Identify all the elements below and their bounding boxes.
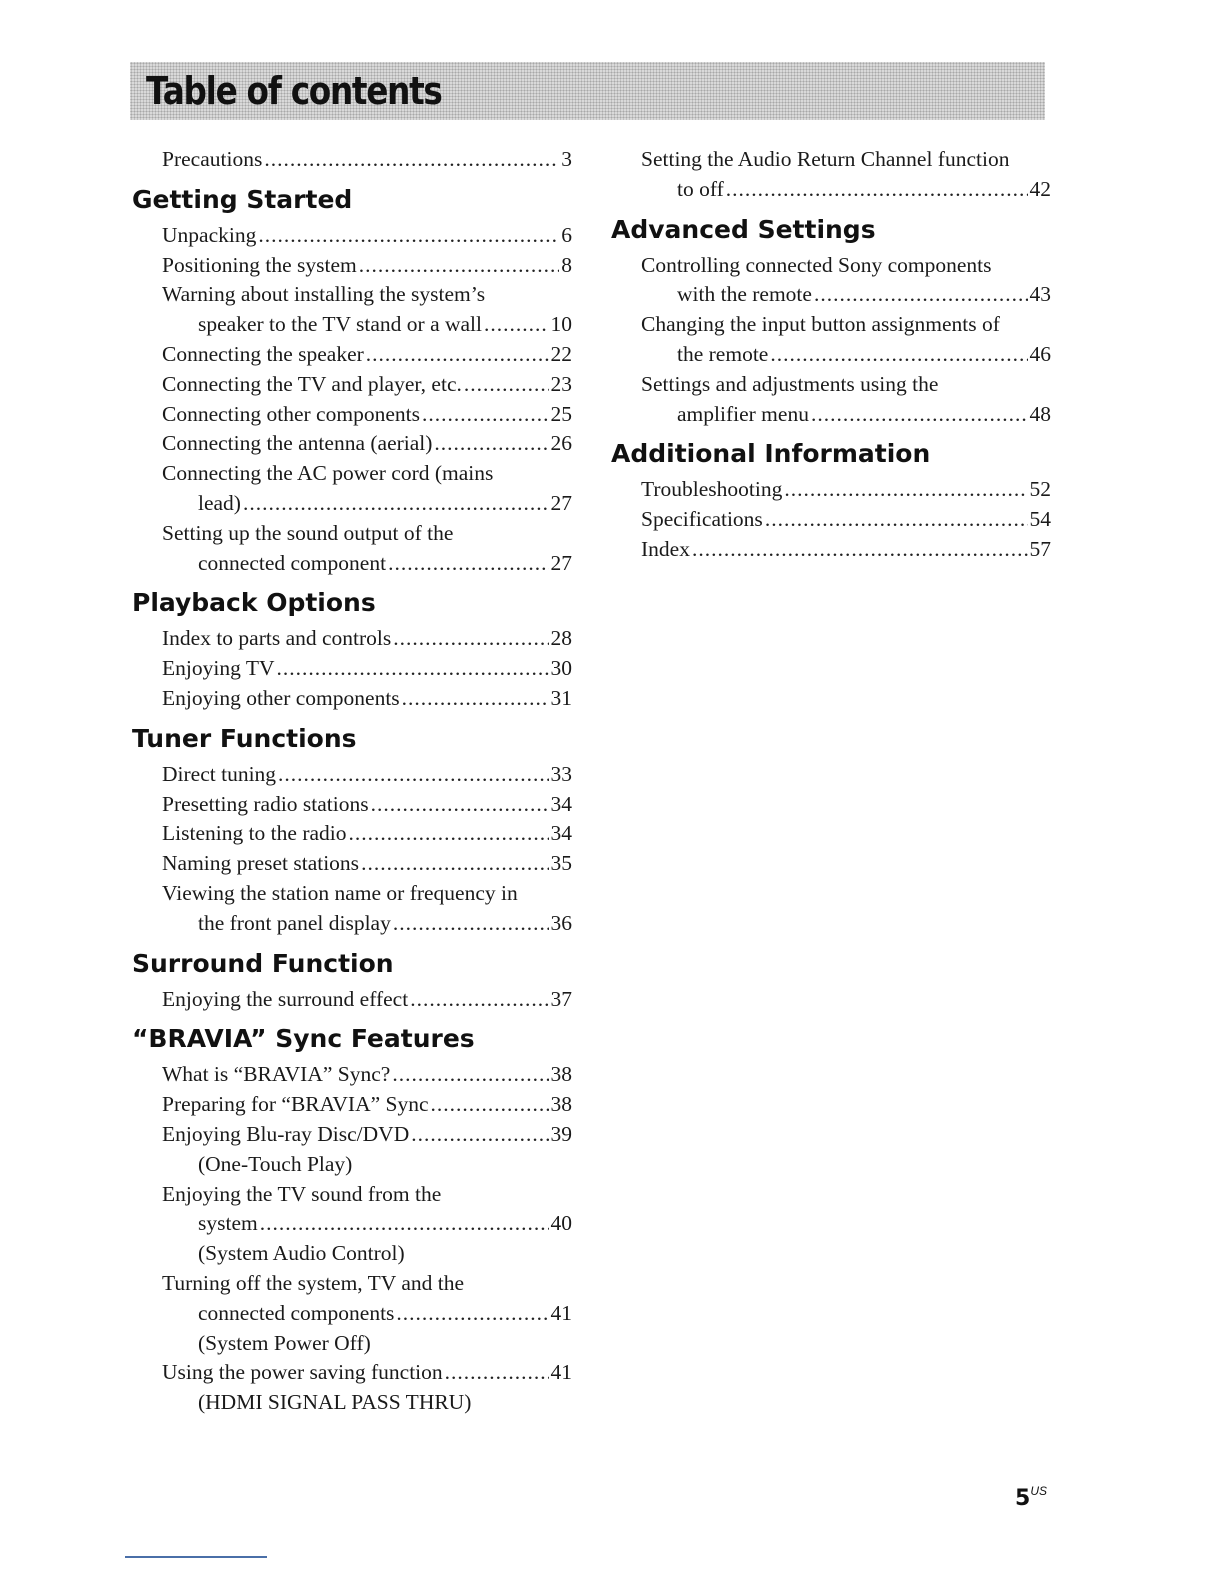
toc-entry-line [162,221,572,251]
toc-entry-line [162,459,572,489]
toc-entry-text: Viewing the station name or frequency in [162,880,518,905]
toc-entry-text: Enjoying TV [162,656,275,681]
toc-entry-line [162,1060,572,1090]
toc-entry-line [162,519,572,549]
toc-entry-line [162,624,572,654]
toc-entry-line [162,370,572,400]
dot-leader [692,535,1028,565]
toc-entry[interactable] [132,819,572,849]
toc-entry-text: connected components [198,1300,395,1325]
dot-leader [393,624,548,654]
toc-page-number: 30 [550,656,572,681]
toc-entry[interactable] [132,790,572,820]
toc-entry-line [162,310,572,340]
toc-entry[interactable] [132,1120,572,1180]
toc-page-number: 37 [550,986,572,1011]
dot-leader [464,370,549,400]
dot-leader [349,819,549,849]
toc-page-number: 57 [1029,536,1051,561]
toc-entry[interactable] [132,849,572,879]
page-number-suffix: US [1030,1484,1047,1498]
toc-page-number: 10 [550,312,572,337]
toc-entry[interactable] [132,760,572,790]
toc-entry-text: Settings and adjustments using the [641,371,939,396]
toc-section [132,947,572,1015]
toc-entry-text: Unpacking [162,222,257,247]
dot-leader [811,400,1028,430]
toc-entry[interactable] [132,684,572,714]
toc-entry-subtitle: (System Audio Control) [198,1241,405,1266]
toc-page-number: 41 [550,1300,572,1325]
toc-entry-line [162,819,572,849]
dot-leader [276,654,548,684]
section-heading: Additional Information [611,439,931,469]
toc-entry-text: the remote [677,341,769,366]
toc-page-number: 34 [550,791,572,816]
toc-entry-text: Enjoying other components [162,685,400,710]
dot-leader [434,429,548,459]
toc-entry[interactable] [132,624,572,654]
toc-page-number: 6 [561,222,572,247]
toc-entry[interactable] [132,654,572,684]
toc-page-number: 28 [550,626,572,651]
toc-entry-line [162,1269,572,1299]
toc-entry-line [641,340,1051,370]
dot-leader [361,849,548,879]
dot-leader [726,175,1028,205]
toc-entry-line [162,145,572,175]
dot-leader [445,1358,549,1388]
toc-page-number: 31 [550,685,572,710]
toc-entry-subtitle: (One-Touch Play) [198,1151,353,1176]
toc-entry[interactable] [132,280,572,340]
toc-entry[interactable] [611,251,1051,311]
toc-page-number: 26 [550,431,572,456]
toc-page-number: 46 [1029,341,1051,366]
toc-entry-text: to off [677,176,724,201]
toc-entry-line [162,489,572,519]
dot-leader [278,760,548,790]
toc-entry-text: Connecting the antenna (aerial) [162,431,433,456]
dot-leader [260,1209,549,1239]
toc-entry-text: speaker to the TV stand or a wall [198,312,483,337]
toc-entry-line [641,505,1051,535]
toc-entry-text: Troubleshooting [641,477,783,502]
toc-entry-line [162,340,572,370]
toc-entry-text: Precautions [162,147,263,171]
toc-entry[interactable] [611,505,1051,535]
dot-leader [784,475,1027,505]
toc-entry[interactable] [132,370,572,400]
toc-page-number: 25 [550,401,572,426]
toc-entry-line [162,985,572,1015]
toc-entry-text: system [198,1211,258,1236]
toc-page-number: 33 [550,761,572,786]
toc-entry-text: Using the power saving function [162,1360,443,1385]
section-heading: Surround Function [132,948,394,978]
toc-entry-line [162,849,572,879]
toc-entry-line [162,1180,572,1210]
section-heading: Advanced Settings [611,214,876,244]
toc-page-number: 40 [550,1211,572,1236]
toc-page-number: 34 [550,821,572,846]
toc-entry-text: Changing the input button assignments of [641,312,1000,337]
dot-leader [243,489,549,519]
toc-entry-text: Connecting the speaker [162,341,364,366]
toc-page-number: 8 [561,252,572,277]
toc-entry-text: Enjoying the surround effect [162,986,409,1011]
toc-entry-line [162,654,572,684]
footer-rule [125,1556,267,1558]
dot-leader [388,549,548,579]
toc-section [611,437,1051,564]
toc-entry-text: Positioning the system [162,252,357,277]
toc-entry[interactable] [611,535,1051,565]
section-heading: Tuner Functions [132,723,357,753]
toc-entry-text: lead) [198,490,241,515]
toc-entry-text: Preparing for “BRAVIA” Sync [162,1092,429,1117]
toc-entry-line [641,370,1051,400]
toc-entry[interactable] [132,1269,572,1358]
dot-leader [371,790,549,820]
toc-page-number: 22 [550,341,572,366]
toc-entry-line [162,251,572,281]
toc-entry-text: Listening to the radio [162,821,347,846]
toc-entry-text: Controlling connected Sony components [641,252,992,277]
toc-entry-text: Enjoying the TV sound from the [162,1181,442,1206]
dot-leader [366,340,549,370]
toc-entry-line [641,310,1051,340]
section-heading: Getting Started [132,184,353,214]
toc-page-number: 3 [561,147,572,171]
dot-leader [431,1090,549,1120]
dot-leader [770,340,1027,370]
toc-page-number: 43 [1029,282,1051,307]
dot-leader [410,985,548,1015]
toc-entry[interactable] [132,251,572,281]
toc-entry-line [162,760,572,790]
toc-entry-line [162,1090,572,1120]
toc-entry[interactable] [132,1090,572,1120]
section-heading: Playback Options [132,588,376,618]
toc-entry-line [162,790,572,820]
toc-entry-text: Index [641,536,690,561]
toc-entry[interactable] [132,519,572,579]
toc-section [132,586,572,713]
dot-leader [411,1120,548,1150]
page-title: Table of contents [146,69,442,113]
toc-page-number: 27 [550,490,572,515]
toc-page-number: 27 [550,550,572,575]
page-number: $5^{US}$ [1015,1484,1047,1511]
toc-page-number: 54 [1029,507,1051,532]
toc-entry-text: Connecting the TV and player, etc. [162,371,462,396]
toc-entry-text: the front panel display [198,910,391,935]
toc-entry-text: Connecting the AC power cord (mains [162,461,494,486]
toc-entry[interactable] [611,145,1051,205]
dot-leader [359,251,560,281]
toc-entry[interactable] [611,310,1051,370]
toc-entry-text: Presetting radio stations [162,791,369,816]
toc-entry-line [162,400,572,430]
toc-entry-line [641,475,1051,505]
toc-page-number: 48 [1029,401,1051,426]
toc-entry-line [162,429,572,459]
toc-entry[interactable] [611,475,1051,505]
toc-entry[interactable] [132,985,572,1015]
toc-entry-text: connected component [198,550,387,575]
header-bar [130,62,1045,120]
toc-entry-line [641,280,1051,310]
toc-entry-subtitle: (HDMI SIGNAL PASS THRU) [198,1390,472,1415]
toc-entry-subtitle: (System Power Off) [198,1330,371,1355]
dot-leader [765,505,1028,535]
toc-entry[interactable] [132,145,572,175]
toc-page-number: 35 [550,851,572,876]
toc-entry-line [162,684,572,714]
dot-leader [392,1060,548,1090]
toc-section [132,1022,572,1418]
toc-entry-text: Setting the Audio Return Channel function [641,147,1010,171]
toc-entry-line [641,535,1051,565]
toc-entry-text: Connecting other components [162,401,420,426]
toc-entry-line [162,1358,572,1388]
toc-entry-line [162,909,572,939]
toc-entry[interactable] [132,1060,572,1090]
dot-leader [814,280,1028,310]
toc-page-number: 52 [1029,477,1051,502]
toc-entry-line [641,175,1051,205]
toc-entry-line [162,1299,572,1329]
toc-entry-text: Enjoying Blu-ray Disc/DVD [162,1121,410,1146]
dot-leader [264,145,559,175]
toc-entry-text: Turning off the system, TV and the [162,1270,464,1295]
toc-entry-text: Direct tuning [162,761,277,786]
toc-entry[interactable] [132,879,572,939]
toc-page-number: 42 [1029,176,1051,201]
toc-section [132,722,572,939]
toc-page-number: 38 [550,1062,572,1087]
toc-left-column [132,145,572,1418]
toc-entry-text: Index to parts and controls [162,626,392,651]
toc-entry[interactable] [132,400,572,430]
toc-page-number: 41 [550,1360,572,1385]
toc-entry-text: Warning about installing the system’s [162,282,486,307]
dot-leader [393,909,549,939]
toc-entry-text: Setting up the sound output of the [162,520,454,545]
toc-entry-line [162,879,572,909]
toc-entry-line [641,145,1051,175]
dot-leader [484,310,548,340]
section-heading: “BRAVIA” Sync Features [132,1024,475,1054]
toc-section [132,183,572,579]
toc-entry[interactable] [132,221,572,251]
toc-entry-text: amplifier menu [677,401,809,426]
toc-page-number: 38 [550,1092,572,1117]
toc-right-column [611,145,1051,565]
toc-entry-line [162,1209,572,1239]
toc-entry[interactable] [132,1358,572,1418]
toc-entry[interactable] [132,340,572,370]
toc-entry[interactable] [611,370,1051,430]
toc-entry[interactable] [132,429,572,459]
toc-entry-text: with the remote [677,282,812,307]
toc-entry-text: What is “BRAVIA” Sync? [162,1062,391,1087]
toc-page-number: 39 [550,1121,572,1146]
toc-page-number: 36 [550,910,572,935]
toc-entry-line [641,251,1051,281]
toc-entry-line [162,1120,572,1150]
toc-entry[interactable] [132,1180,572,1269]
toc-entry-line [162,549,572,579]
toc-entry[interactable] [132,459,572,519]
toc-entry-line [162,280,572,310]
toc-section [611,213,1051,430]
dot-leader [422,400,549,430]
toc-entry-text: Specifications [641,507,763,532]
dot-leader [402,684,549,714]
dot-leader [396,1299,548,1329]
toc-entry-line [641,400,1051,430]
dot-leader [258,221,559,251]
toc-entry-text: Naming preset stations [162,851,360,876]
toc-page-number: 23 [550,371,572,396]
